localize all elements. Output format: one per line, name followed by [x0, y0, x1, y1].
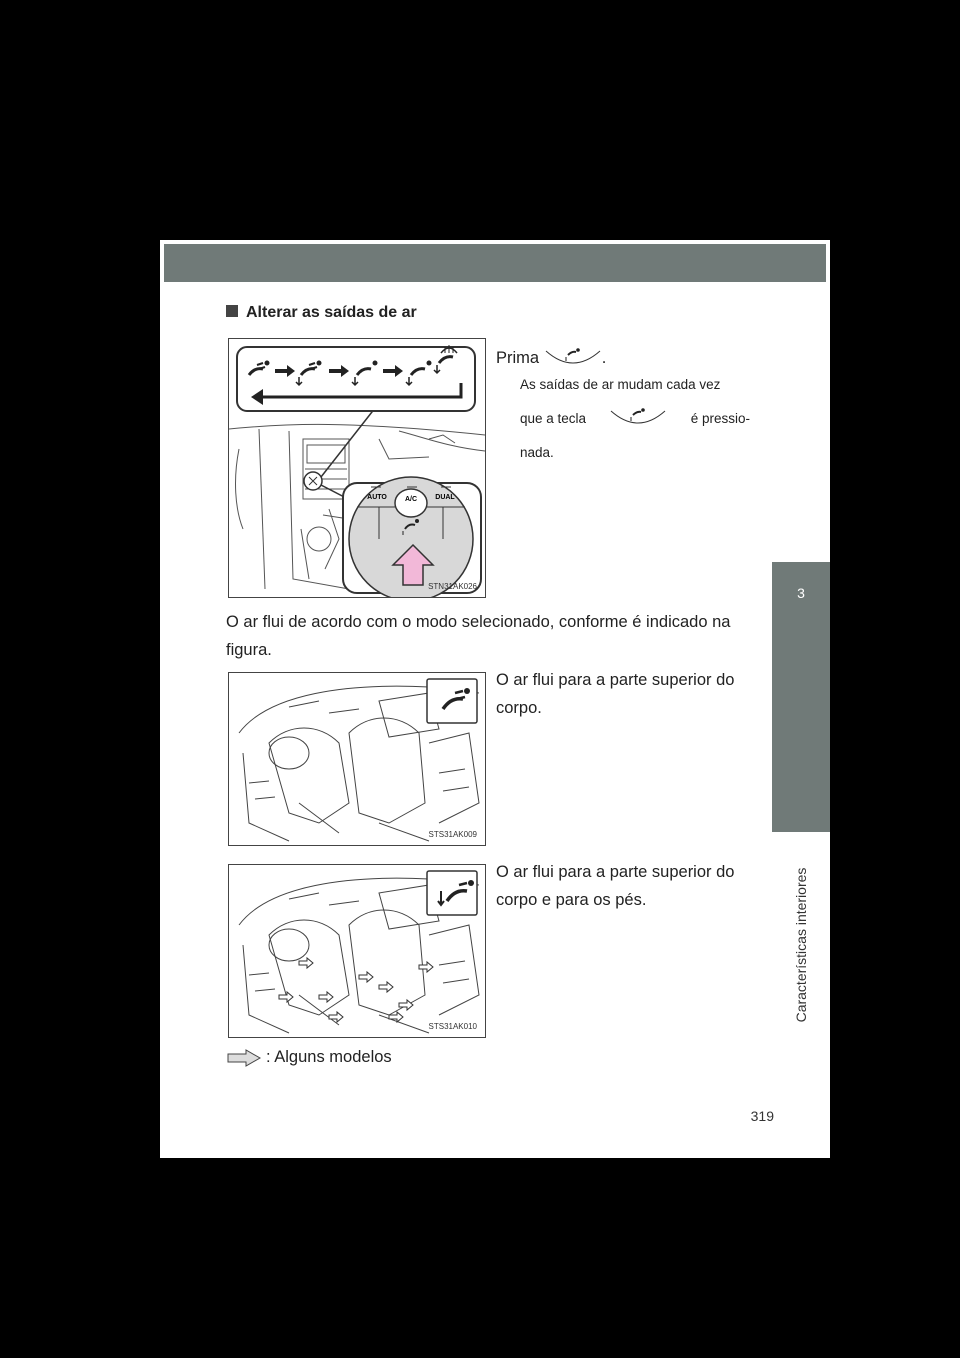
chapter-number: 3: [797, 585, 805, 601]
dashboard-illustration: [229, 339, 485, 597]
cabin-illustration: [229, 673, 485, 845]
footer-note: : Alguns modelos: [226, 1048, 392, 1067]
section-title: Alterar as saídas de ar: [226, 304, 417, 322]
dashed-arrow-icon: [226, 1049, 262, 1067]
figure-mode-bilevel: [228, 864, 486, 1038]
square-bullet-icon: [226, 305, 238, 317]
body-paragraph: O ar flui de acordo com o modo selecionado, conforme é indicado na figura.: [226, 613, 731, 659]
figure-mode-face: [228, 672, 486, 846]
mode-key-icon: [609, 405, 667, 433]
step-instruction: Prima .: [496, 344, 606, 373]
cabin-illustration: [229, 865, 485, 1037]
figure-code: STS31AK010: [428, 1022, 477, 1031]
mode-bilevel-description: O ar flui para a parte superior do corpo e para os pés.: [496, 863, 735, 909]
mode-face-description: O ar flui para a parte superior do corpo.: [496, 671, 735, 717]
airflow-arrows: [279, 958, 433, 1022]
figure-code: STS31AK009: [428, 830, 477, 839]
chapter-tab: [772, 562, 830, 832]
dual-button-label: DUAL: [435, 494, 455, 501]
chapter-title: Características interiores: [793, 867, 809, 1023]
auto-button-label: AUTO: [367, 494, 387, 501]
header-bar: [164, 244, 826, 282]
figure-dashboard-controls: [228, 338, 486, 598]
figure-code: STN31AK026: [428, 582, 477, 591]
ac-button-label: A/C: [404, 496, 418, 503]
page-number: 319: [750, 1108, 774, 1124]
manual-page: [160, 240, 830, 1158]
step-note: As saídas de ar mudam cada vez que a tecla é pressio- nada.: [520, 377, 750, 460]
